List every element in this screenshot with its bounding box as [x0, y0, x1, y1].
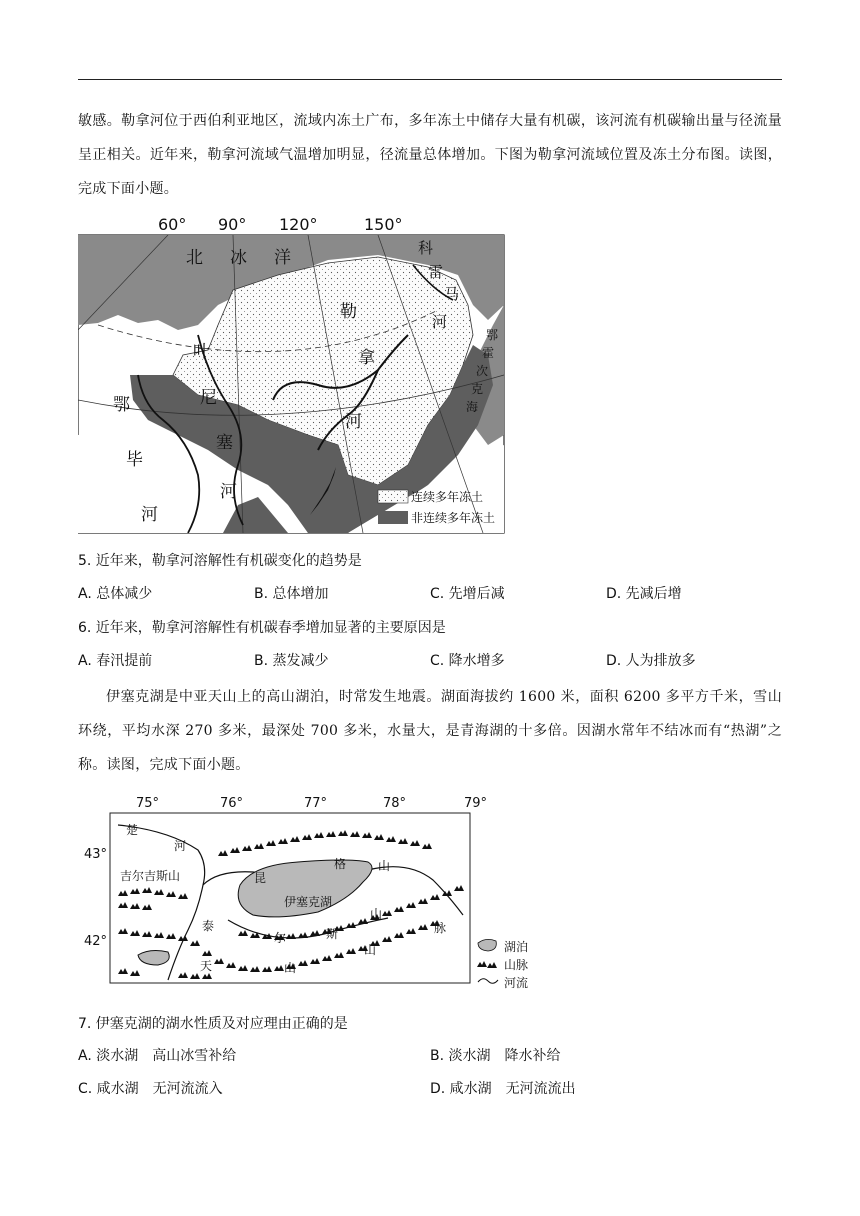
q6-option-d[interactable]: D. 人为排放多	[606, 653, 696, 669]
lon-label-60: 60°	[158, 215, 187, 234]
label-bi: 毕	[126, 450, 143, 470]
label-huo: 霍	[482, 346, 495, 360]
q6-option-b[interactable]: B. 蒸发减少	[254, 653, 329, 669]
header-rule	[78, 79, 782, 80]
label-ni: 尼	[200, 388, 217, 408]
legend-swatch-continuous	[378, 490, 408, 503]
q7-option-d[interactable]: D. 咸水湖 无河流流出	[430, 1081, 576, 1097]
q7-stem: 7. 伊塞克湖的湖水性质及对应理由正确的是	[78, 1016, 348, 1032]
lon-78: 78°	[383, 796, 407, 811]
label-bing: 冰	[230, 248, 247, 268]
label-he-lena: 河	[345, 412, 362, 432]
lon-77: 77°	[304, 796, 328, 811]
label-e-okhotsk: 鄂	[486, 328, 499, 342]
label-he-yenisei: 河	[220, 482, 237, 502]
passage-lena: 敏感。勒拿河位于西伯利亚地区，流域内冻土广布，多年冻土中储存大量有机碳，该河流有机碳输出量与径流量呈正相关。近年来，勒拿河流域气温增加明显，径流量总体增加。下图为勒拿河流域位置及冻土分布图。读图，完成下面小题。	[78, 113, 782, 197]
label-er: 尔	[274, 931, 287, 945]
lon-label-120: 120°	[279, 215, 318, 234]
label-le: 勒	[340, 302, 357, 322]
legend-continuous: 连续多年冻土	[411, 490, 484, 504]
label-ci: 次	[476, 364, 489, 378]
q6-option-c[interactable]: C. 降水增多	[430, 653, 505, 669]
q5-stem: 5. 近年来，勒拿河溶解性有机碳变化的趋势是	[78, 553, 362, 569]
label-hai: 海	[466, 400, 479, 414]
lon-label-90: 90°	[218, 215, 247, 234]
passage-issyk-kul: 伊塞克湖是中亚天山上的高山湖泊，时常发生地震。湖面海拔约 1600 米，面积 6200 多平方千米，雪山环绕，平均水深 270 多米，最深处 700 多米，水量大，是青海湖的十多倍。因湖水常年不结冰而有“热湖”之称。读图，完成下面小题。	[78, 689, 782, 773]
legend-swatch-discontinuous	[378, 511, 408, 524]
label-si: 斯	[326, 927, 339, 941]
q6-option-a[interactable]: A. 春汛提前	[78, 653, 153, 669]
q7-option-a[interactable]: A. 淡水湖 高山冰雪补给	[78, 1048, 237, 1064]
label-he-ob: 河	[141, 505, 158, 525]
label-mai: 脉	[434, 921, 447, 935]
lon-label-150: 150°	[364, 215, 403, 234]
q7-option-b[interactable]: B. 淡水湖 降水补给	[430, 1048, 561, 1064]
issyk-kul-map	[78, 790, 548, 999]
label-ge: 格	[334, 857, 347, 871]
q5-option-a[interactable]: A. 总体减少	[78, 586, 153, 602]
label-tai: 泰	[202, 919, 215, 933]
label-he-kolyma: 河	[432, 313, 448, 331]
label-lei: 雷	[428, 263, 444, 281]
q7-option-c[interactable]: C. 咸水湖 无河流流入	[78, 1081, 223, 1097]
label-ye: 叶	[193, 342, 210, 362]
label-ke-okhotsk: 克	[471, 382, 484, 396]
lon-79: 79°	[464, 796, 488, 811]
lena-permafrost-map	[78, 210, 508, 539]
lon-76: 76°	[220, 796, 244, 811]
q5-option-b[interactable]: B. 总体增加	[254, 586, 329, 602]
label-na: 拿	[358, 348, 375, 368]
lat-42: 42°	[84, 934, 108, 949]
label-kun: 昆	[254, 871, 267, 885]
q5-option-c[interactable]: C. 先增后减	[430, 586, 505, 602]
label-sai: 塞	[216, 433, 233, 453]
label-e-ob: 鄂	[113, 395, 130, 415]
label-issyk-kul: 伊塞克湖	[284, 895, 333, 909]
label-ke: 科	[418, 239, 434, 257]
label-shan-kungey: 山	[378, 859, 391, 873]
label-he-chu: 河	[174, 839, 187, 853]
legend-mountain: 山脉	[504, 958, 529, 972]
label-tian: 天	[200, 959, 213, 973]
legend-lake-swatch	[478, 939, 496, 951]
legend-river-swatch	[478, 979, 498, 984]
label-kyrgyz-range: 吉尔吉斯山	[120, 869, 181, 883]
legend-lake: 湖泊	[504, 940, 529, 954]
label-shan-terskey: 山	[364, 943, 377, 957]
label-chu: 楚	[126, 823, 139, 837]
lon-75: 75°	[136, 796, 160, 811]
label-shan-tian: 山	[284, 961, 297, 975]
legend-river: 河流	[504, 976, 529, 990]
label-yang: 洋	[274, 248, 291, 268]
label-shan: 山	[370, 907, 383, 921]
legend-discontinuous: 非连续多年冻土	[411, 511, 496, 525]
lat-43: 43°	[84, 847, 108, 862]
q5-option-d[interactable]: D. 先减后增	[606, 586, 682, 602]
q6-stem: 6. 近年来，勒拿河溶解性有机碳春季增加显著的主要原因是	[78, 620, 446, 636]
label-bei: 北	[186, 248, 203, 268]
label-ma: 马	[444, 285, 460, 303]
